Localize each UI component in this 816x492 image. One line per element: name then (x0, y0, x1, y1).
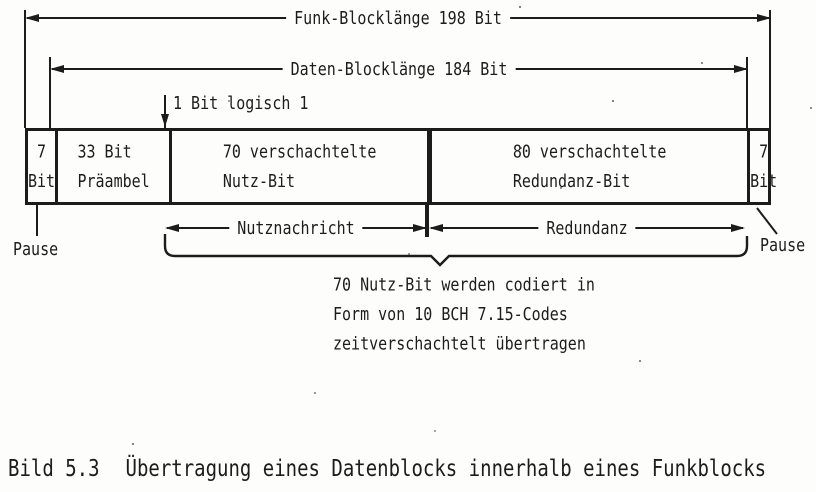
extension-line-inner-left (49, 57, 51, 128)
brace-note-line: zeitverschachtelt übertragen (333, 332, 586, 355)
arrowhead-left-icon (25, 14, 39, 22)
arrowhead-left-icon (165, 224, 179, 232)
brace-note-line: 70 Nutz-Bit werden codiert in (333, 273, 595, 296)
arrowhead-left-icon (50, 65, 64, 73)
cell-text: Nutz-Bit (222, 170, 296, 192)
pause-left-label: Pause (13, 238, 59, 260)
extension-line-inner-right (746, 57, 748, 128)
figure-caption-text: Übertragung eines Datenblocks innerhalb eines Funkblocks (125, 455, 767, 483)
arrowhead-left-icon (429, 224, 443, 232)
cell-text: 33 Bit (77, 140, 132, 162)
arrowhead-right-icon (731, 224, 745, 232)
pause-left-leader-line (36, 203, 38, 236)
figure-caption-number: Bild 5.3 (8, 455, 100, 483)
cell-text: 80 verschachtelte (512, 140, 667, 162)
cell-praeambel (58, 131, 172, 202)
cell-pause-bits-left (28, 131, 58, 202)
dim-label-daten: Daten-Blocklänge 184 Bit (283, 60, 516, 79)
cell-text: 7 (759, 140, 769, 162)
dim-arrow-funk-blocklaenge (25, 7, 771, 29)
dim-label-redundanz: Redundanz (538, 219, 635, 238)
extension-line-outer-right (769, 10, 771, 128)
bit-marker-label: 1 Bit logisch 1 (173, 92, 309, 114)
scan-speckles (0, 0, 2, 2)
cell-text: 7 (37, 140, 47, 162)
cell-text: Redundanz-Bit (512, 170, 631, 192)
cell-pause-bits-right (750, 131, 777, 202)
dim-label-funk: Funk-Blocklänge 198 Bit (286, 9, 510, 28)
bit-marker-arrowhead-icon (161, 114, 169, 127)
block-frame (25, 128, 778, 205)
brace-note (333, 270, 595, 359)
brace (160, 234, 754, 270)
pause-right-label: Pause (760, 234, 806, 256)
cell-text: Präambel (77, 170, 150, 192)
cell-text: 70 verschachtelte (222, 140, 377, 162)
pause-right-leader-line (753, 206, 781, 238)
cell-text: Bit (28, 170, 56, 192)
dim-label-nutznachricht: Nutznachricht (229, 219, 362, 238)
figure-caption (8, 453, 766, 485)
cell-text: Bit (750, 170, 778, 192)
brace-note-line: Form von 10 BCH 7.15-Codes (333, 303, 568, 325)
extension-line-outer-left (24, 10, 26, 128)
dim-arrow-daten-blocklaenge (50, 58, 748, 80)
cell-redundanz-bit (432, 131, 750, 202)
arrowhead-right-icon (413, 224, 427, 232)
cell-nutz-bit (172, 131, 432, 202)
